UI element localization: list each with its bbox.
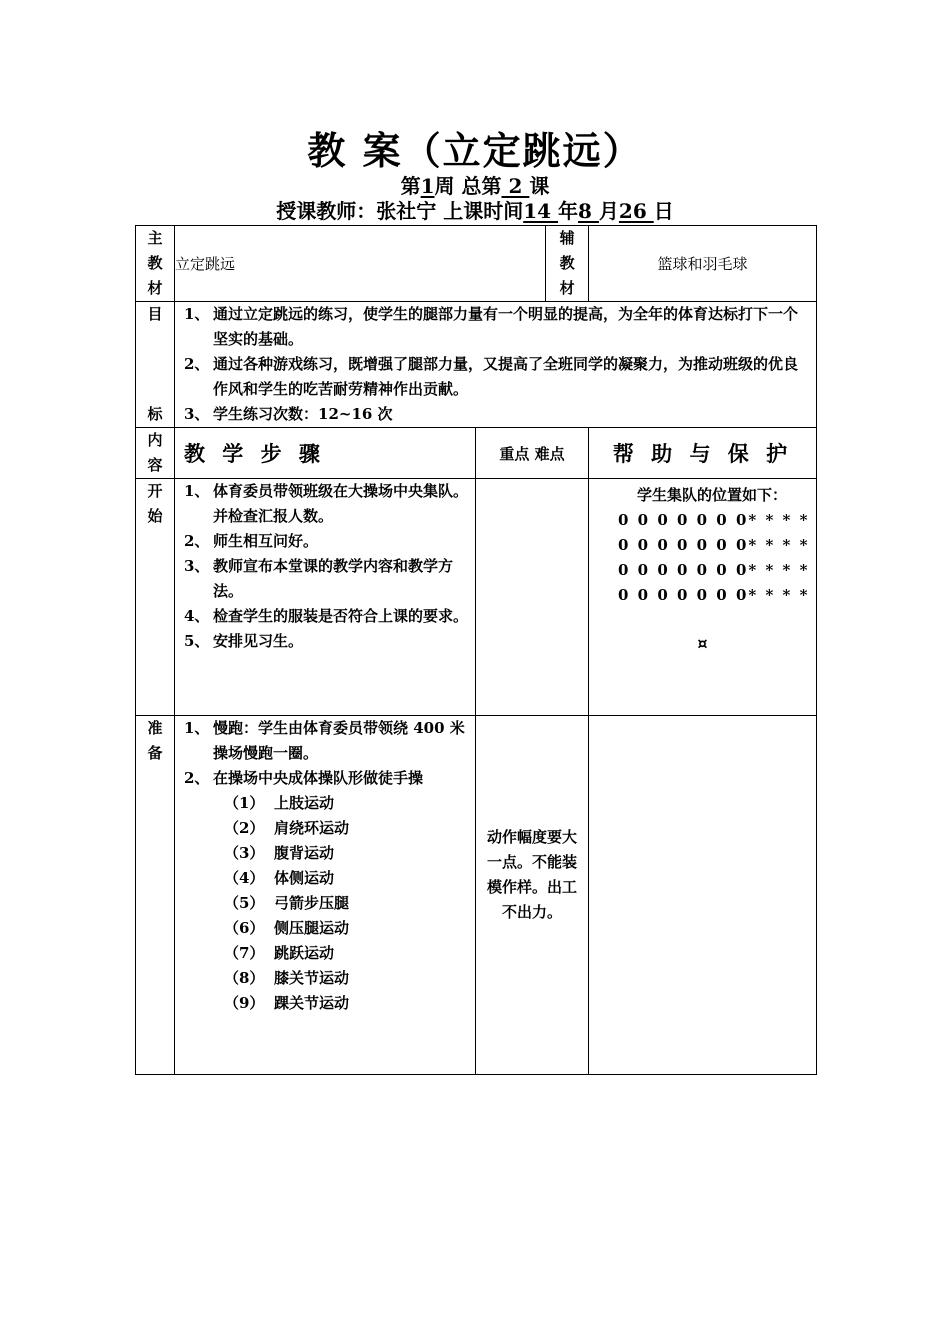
start-steps-list xyxy=(175,479,475,654)
exercise-item: （6） 侧压腿运动 xyxy=(224,919,350,937)
exercise-list xyxy=(175,791,475,1016)
week-prefix: 第 xyxy=(400,174,421,198)
aux-material-label: 辅 教 材 xyxy=(546,226,588,301)
day-suffix: 日 xyxy=(653,199,674,223)
prep-steps-list xyxy=(175,716,475,791)
row-start xyxy=(136,479,817,716)
year-suffix: 年 xyxy=(558,199,579,223)
row-content-header xyxy=(136,428,817,479)
day-value: 26 xyxy=(618,199,654,223)
prep-step-item: 1、 慢跑：学生由体育委员带领绕 400 米操场慢跑一圈。 xyxy=(184,719,465,762)
prep-key-points-cell xyxy=(476,716,589,1075)
main-material-label: 主 教 材 xyxy=(136,226,175,302)
row-goals xyxy=(136,302,817,428)
document-title: 教 案（立定跳远） xyxy=(307,128,643,173)
start-label: 开 始 xyxy=(136,479,175,716)
formation-row: 0 0 0 0 0 0 0* * * * xyxy=(618,536,810,554)
main-aux-inner xyxy=(175,226,588,301)
goals-cell xyxy=(175,302,817,428)
year-value: 14 xyxy=(523,199,559,223)
teacher-line xyxy=(0,198,950,224)
lesson-suffix: 课 xyxy=(529,174,550,198)
formation-caption: 学生集队的位置如下： xyxy=(637,486,788,504)
start-step-item: 3、 教师宣布本堂课的教学内容和教学方法。 xyxy=(184,557,454,600)
exercise-item: （5） 弓箭步压腿 xyxy=(224,894,350,912)
start-step-item: 2、 师生相互问好。 xyxy=(184,532,319,550)
row-main-material xyxy=(136,226,817,302)
formation-row: 0 0 0 0 0 0 0* * * * xyxy=(618,511,810,529)
start-help-cell xyxy=(589,479,817,716)
exercise-item: （8） 膝关节运动 xyxy=(224,969,350,987)
week-mid: 周 总第 xyxy=(434,174,502,198)
exercise-item: （4） 体侧运动 xyxy=(224,869,335,887)
aux-material-text: 篮球和羽毛球 xyxy=(589,226,817,302)
goal-item: 1、 通过立定跳远的练习，使学生的腿部力量有一个明显的提高，为全年的体育达标打下一个坚实的基础。 xyxy=(184,305,799,348)
prep-steps-cell xyxy=(175,716,476,1075)
week-number: 1 xyxy=(420,174,435,198)
exercise-item: （2） 肩绕环运动 xyxy=(224,819,350,837)
goal-item: 2、 通过各种游戏练习，既增强了腿部力量，又提高了全班同学的凝聚力，为推动班级的优良作风和学生的吃苦耐劳精神作出贡献。 xyxy=(184,355,799,398)
prep-label: 准 备 xyxy=(136,716,175,1075)
help-header: 帮 助 与 保 护 xyxy=(589,428,817,479)
main-material-cell xyxy=(175,226,589,302)
month-suffix: 月 xyxy=(598,199,619,223)
exercise-item: （7） 跳跃运动 xyxy=(224,944,335,962)
exercise-item: （1） 上肢运动 xyxy=(224,794,335,812)
start-steps-cell xyxy=(175,479,476,716)
formation-row: 0 0 0 0 0 0 0* * * * xyxy=(618,561,810,579)
exercise-item: （9） 踝关节运动 xyxy=(224,994,350,1012)
goals-label: 目 标 xyxy=(136,302,175,428)
content-label: 内 容 xyxy=(136,428,175,479)
month-value: 8 xyxy=(578,199,599,223)
formation-diagram xyxy=(589,479,816,656)
steps-header: 教 学 步 骤 xyxy=(175,428,476,479)
lesson-number: 2 xyxy=(501,174,530,198)
start-step-item: 5、 安排见习生。 xyxy=(184,632,304,650)
exercise-item: （3） 腹背运动 xyxy=(224,844,335,862)
prep-step-item: 2、 在操场中央成体操队形做徒手操 xyxy=(184,769,424,787)
prep-help-cell xyxy=(589,716,817,1075)
teacher-info: 授课教师：张社宁 上课时间 xyxy=(276,199,524,223)
start-step-item: 1、 体育委员带领班级在大操场中央集队。并检查汇报人数。 xyxy=(184,482,469,525)
main-material-text: 立定跳远 xyxy=(175,255,236,273)
goal-item: 3、 学生练习次数：12~16 次 xyxy=(184,405,393,423)
lesson-plan-table xyxy=(135,225,817,1075)
teacher-position-symbol: ¤ xyxy=(697,634,708,653)
formation-row: 0 0 0 0 0 0 0* * * * xyxy=(618,586,810,604)
prep-note: 动作幅度要大一点。不能装模作样。出工不出力。 xyxy=(486,828,577,921)
week-line xyxy=(0,173,950,199)
goals-list xyxy=(175,302,816,427)
start-key-points-cell xyxy=(476,479,589,716)
start-step-item: 4、 检查学生的服装是否符合上课的要求。 xyxy=(184,607,469,625)
row-prep xyxy=(136,716,817,1075)
key-points-header: 重点 难点 xyxy=(476,428,589,479)
